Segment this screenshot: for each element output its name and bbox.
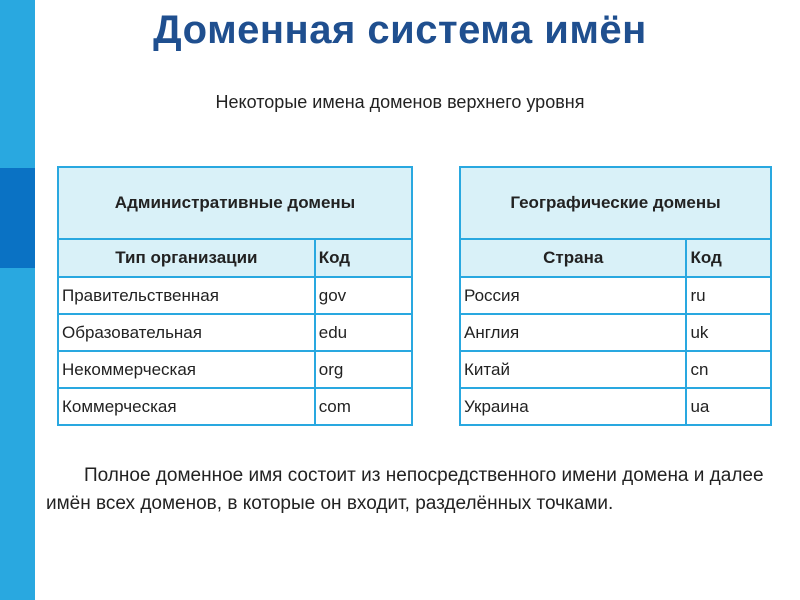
admin-table-header: Административные домены <box>58 167 412 239</box>
explanation-paragraph: Полное доменное имя состоит из непосредственного имени домена и далее имён всех доменов, в которые он входит, разделённых точками. <box>46 465 764 514</box>
code-cell: edu <box>315 314 412 351</box>
code-cell: cn <box>686 351 771 388</box>
country-cell: Россия <box>460 277 686 314</box>
table-row <box>58 277 412 314</box>
table-row <box>58 351 412 388</box>
slide-subtitle: Некоторые имена доменов верхнего уровня <box>215 92 585 112</box>
code-cell: org <box>315 351 412 388</box>
column-header-row <box>460 239 771 277</box>
geo-table-header: Географические домены <box>460 167 771 239</box>
table-row <box>460 388 771 425</box>
table-header-row <box>460 167 771 239</box>
code-cell: gov <box>315 277 412 314</box>
side-bar-bottom <box>0 268 35 600</box>
table-row <box>460 277 771 314</box>
column-header-code: Код <box>315 239 412 277</box>
table-header-row <box>58 167 412 239</box>
org-type-cell: Образовательная <box>58 314 315 351</box>
column-header-row <box>58 239 412 277</box>
country-cell: Англия <box>460 314 686 351</box>
table-row <box>58 314 412 351</box>
org-type-cell: Правительственная <box>58 277 315 314</box>
org-type-cell: Коммерческая <box>58 388 315 425</box>
slide-title: Доменная система имён <box>153 8 647 52</box>
code-cell: com <box>315 388 412 425</box>
column-header-country: Страна <box>460 239 686 277</box>
code-cell: ua <box>686 388 771 425</box>
column-header-code: Код <box>686 239 771 277</box>
table-row <box>460 351 771 388</box>
org-type-cell: Некоммерческая <box>58 351 315 388</box>
side-bar-highlight <box>0 168 35 268</box>
geo-domains-table <box>459 166 772 426</box>
admin-domains-table <box>57 166 413 426</box>
column-header-org-type: Тип организации <box>58 239 315 277</box>
table-row <box>460 314 771 351</box>
code-cell: uk <box>686 314 771 351</box>
side-accent-bar <box>0 0 35 600</box>
country-cell: Китай <box>460 351 686 388</box>
country-cell: Украина <box>460 388 686 425</box>
code-cell: ru <box>686 277 771 314</box>
table-row <box>58 388 412 425</box>
